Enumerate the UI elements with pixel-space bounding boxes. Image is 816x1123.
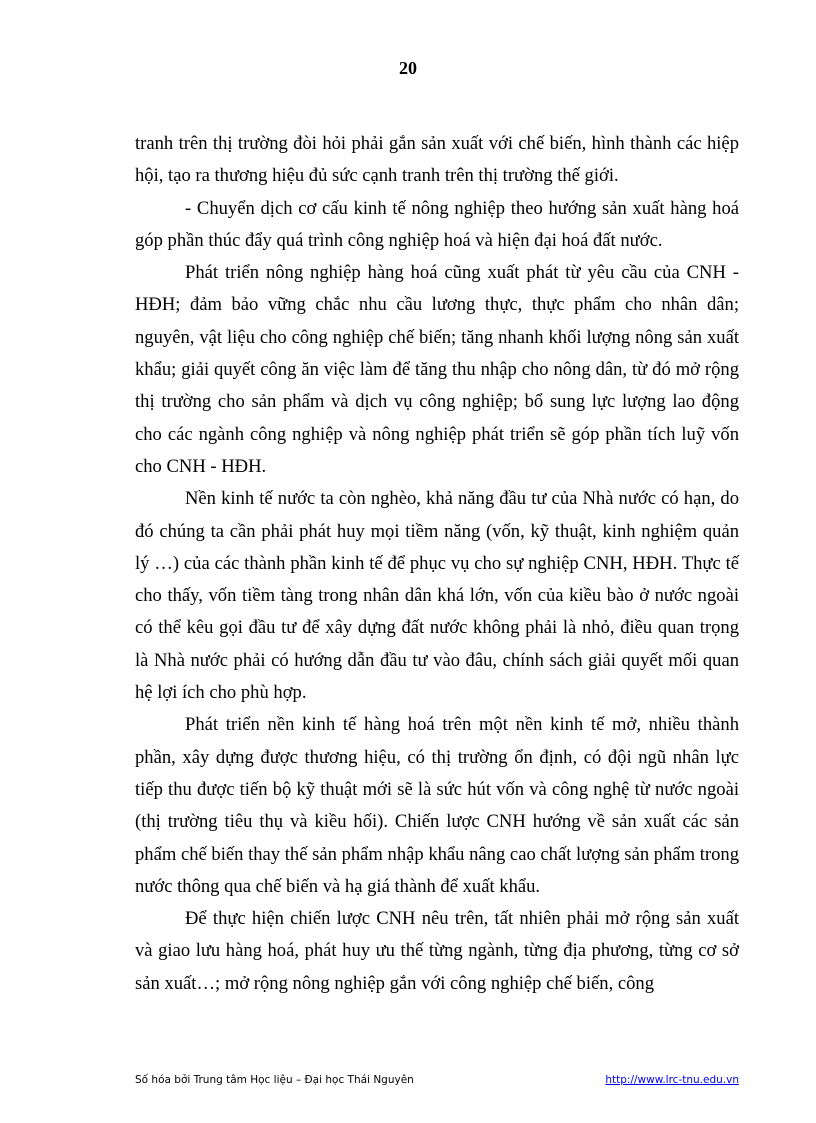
footer-credit: Số hóa bởi Trung tâm Học liệu – Đại học Thái Nguyên (135, 1074, 414, 1086)
page-number: 20 (399, 58, 417, 78)
body-text (135, 128, 739, 1000)
paragraph: - Chuyển dịch cơ cấu kinh tế nông nghiệp theo hướng sản xuất hàng hoá góp phần thúc đẩy quá trình công nghiệp hoá và hiện đại hoá đất nước. (135, 197, 739, 251)
paragraph: tranh trên thị trường đòi hỏi phải gắn sản xuất với chế biến, hình thành các hiệp hội, tạo ra thương hiệu đủ sức cạnh tranh trên thị trường thế giới. (135, 133, 739, 187)
paragraph: Để thực hiện chiến lược CNH nêu trên, tất nhiên phải mở rộng sản xuất và giao lưu hàng hoá, phát huy ưu thế từng ngành, từng địa phương, từng cơ sở sản xuất…; mở rộng nông nghiệp gắn với công nghiệp chế biến, công (135, 908, 739, 994)
paragraph: Phát triển nông nghiệp hàng hoá cũng xuất phát từ yêu cầu của CNH - HĐH; đảm bảo vững chắc nhu cầu lương thực, thực phẩm cho nhân dân; nguyên, vật liệu cho công nghiệp chế biến; tăng nhanh khối lượng nông sản xuất khẩu; giải quyết công ăn việc làm để tăng thu nhập cho nông dân, từ đó mở rộng thị trường cho sản phẩm và dịch vụ công nghiệp; bổ sung lực lượng lao động cho các ngành công nghiệp và nông nghiệp phát triển sẽ góp phần tích luỹ vốn cho CNH - HĐH. (135, 262, 739, 477)
footer-link[interactable]: http://www.lrc-tnu.edu.vn (605, 1074, 739, 1086)
page-footer (135, 1071, 739, 1089)
paragraph: Phát triển nền kinh tế hàng hoá trên một nền kinh tế mở, nhiều thành phần, xây dựng được thương hiệu, có thị trường ổn định, có đội ngũ nhân lực tiếp thu được tiến bộ kỹ thuật mới sẽ là sức hút vốn và công nghệ từ nước ngoài (thị trường tiêu thụ và kiều hối). Chiến lược CNH hướng về sản xuất các sản phẩm chế biến thay thế sản phẩm nhập khẩu nâng cao chất lượng sản phẩm trong nước thông qua chế biến và hạ giá thành để xuất khẩu. (135, 714, 739, 897)
paragraph: Nền kinh tế nước ta còn nghèo, khả năng đầu tư của Nhà nước có hạn, do đó chúng ta cần phải phát huy mọi tiềm năng (vốn, kỹ thuật, kinh nghiệm quản lý …) của các thành phần kinh tế để phục vụ cho sự nghiệp CNH, HĐH. Thực tế cho thấy, vốn tiềm tàng trong nhân dân khá lớn, vốn của kiều bào ở nước ngoài có thể kêu gọi đầu tư để xây dựng đất nước không phải là nhỏ, điều quan trọng là Nhà nước phải có hướng dẫn đầu tư vào đâu, chính sách giải quyết mối quan hệ lợi ích cho phù hợp. (135, 488, 739, 704)
